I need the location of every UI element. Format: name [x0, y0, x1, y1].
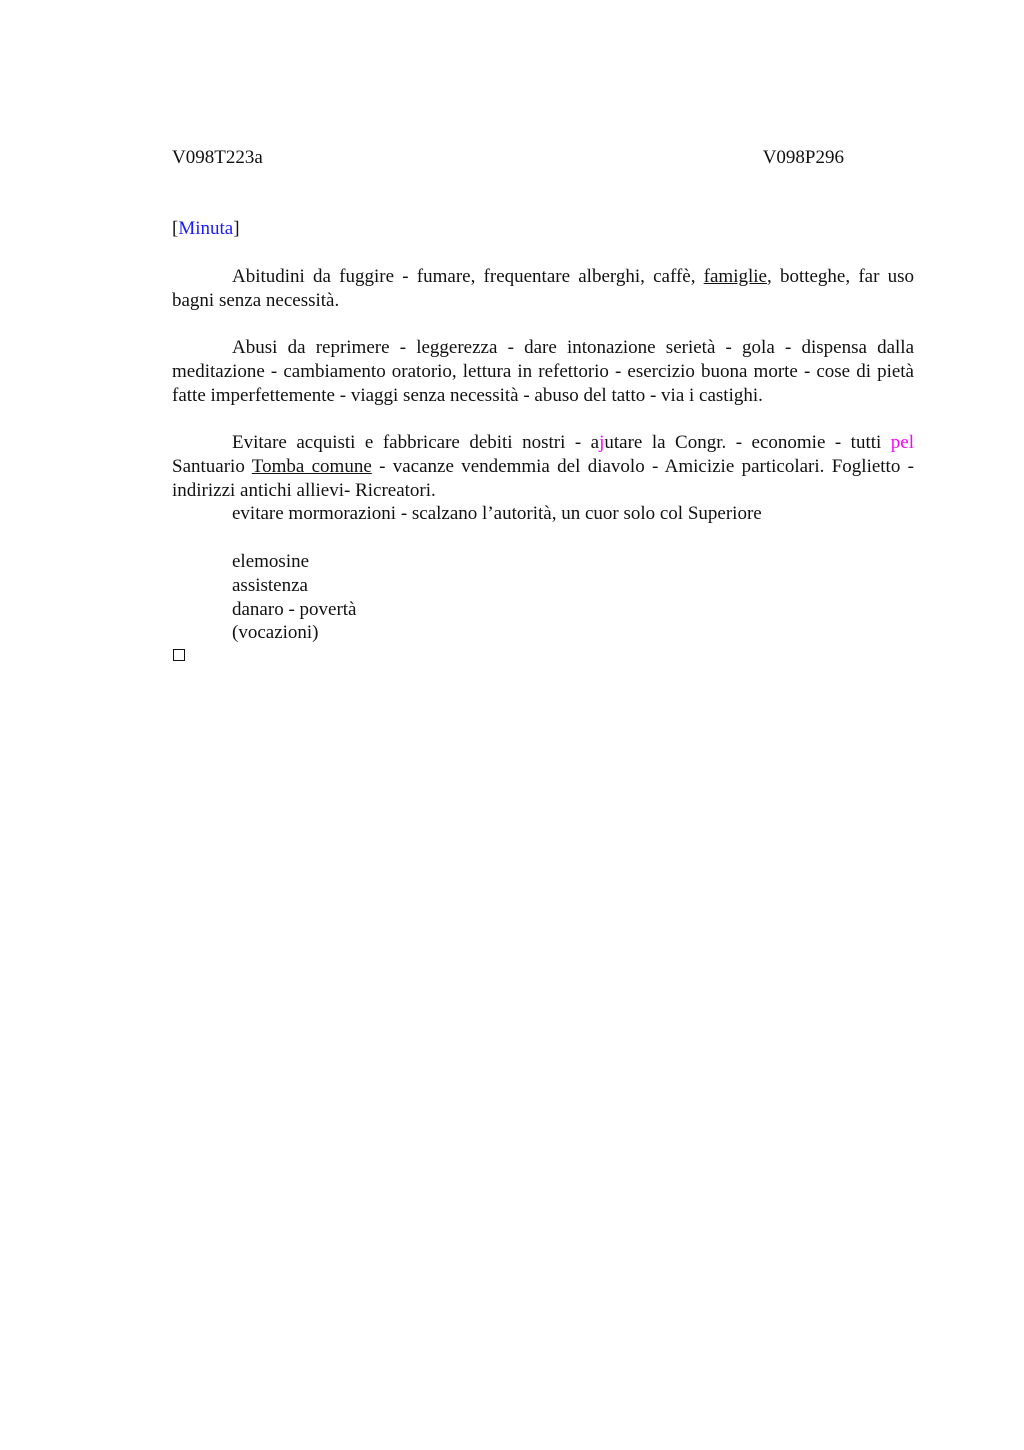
paragraph-text: Evitare acquisti e fabbricare debiti nostri - a [232, 432, 600, 453]
line-mormorazioni: evitare mormorazioni - scalzano l’autorità, un cuor solo col Superiore [232, 503, 762, 524]
highlighted-letter: j [599, 432, 605, 453]
heading-label: Minuta [178, 218, 234, 239]
list-item: (vocazioni) [232, 622, 319, 644]
right-reference-code: V098P296 [762, 147, 844, 168]
paragraph-text: Abusi da reprimere - leggerezza - dare intonazione serietà - gola - dispensa dalla meditazione - cambiamento oratorio, lettura in refettorio - esercizio buona morte - cose di pietà fatte imperfettemente - viaggi senza necessità - abuso del tatto - via i castighi. [172, 337, 914, 406]
paragraph-text: utare la Congr. - economie - tutti [604, 432, 891, 453]
empty-square-icon [173, 649, 185, 661]
paragraph-abusi [172, 336, 914, 407]
list-item: assistenza [232, 574, 308, 596]
paragraph-text: , botteghe, far uso bagni senza necessità. [172, 266, 915, 311]
paragraph-text: Santuario [172, 455, 252, 477]
paragraph-text: - vacanze vendemmia del diavolo - Amicizie particolari. Foglietto - indirizzi antichi allievi- Ricreatori. [172, 455, 914, 501]
heading-open-bracket: [ [172, 218, 179, 239]
paragraph-abitudini [172, 265, 914, 313]
highlighted-word: pel [890, 432, 914, 453]
document-heading [172, 217, 240, 241]
left-reference-code: V098T223a [172, 147, 263, 168]
paragraph-text: Abitudini da fuggire - fumare, frequentare alberghi, caffè, [232, 266, 704, 287]
underlined-phrase: Tomba comune [251, 455, 372, 477]
list-item: danaro - povertà [232, 598, 357, 620]
heading-close-bracket: ] [233, 218, 240, 239]
list-item: elemosine [232, 551, 310, 572]
underlined-word: famiglie [703, 266, 767, 287]
paragraph-evitare [172, 431, 914, 502]
topics-list [232, 550, 357, 645]
